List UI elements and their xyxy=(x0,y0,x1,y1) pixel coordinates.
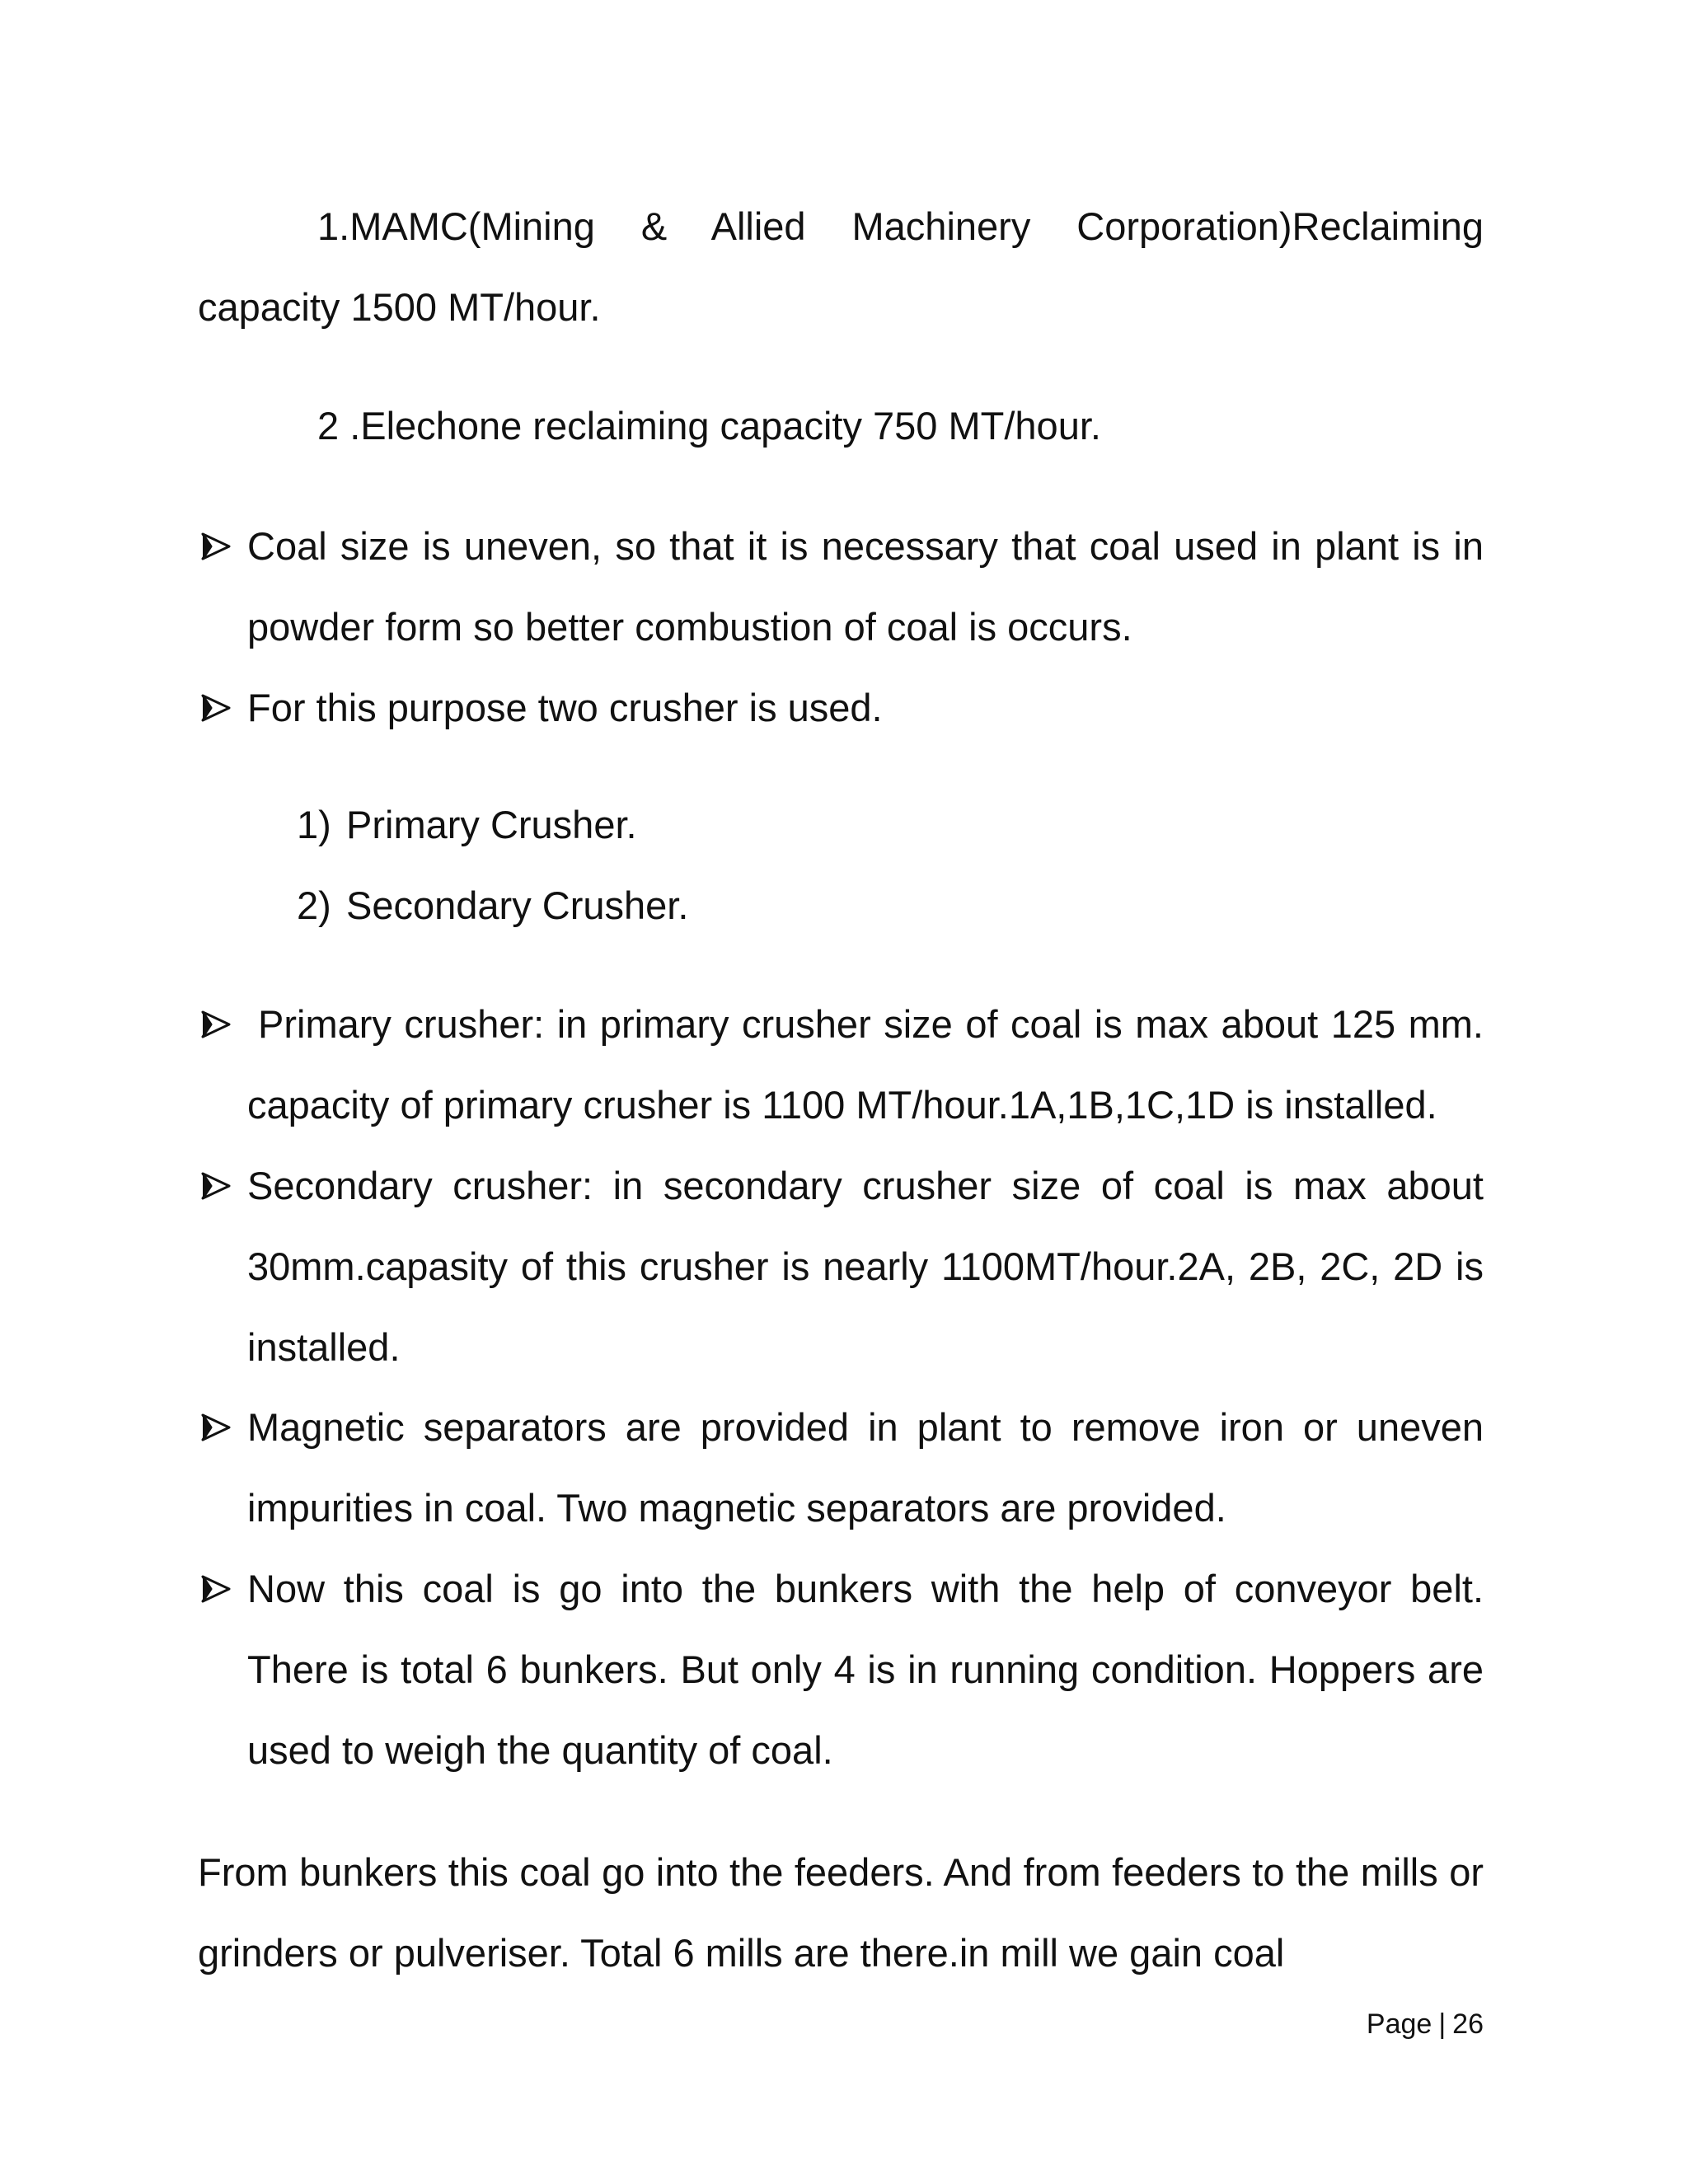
page-label: Page xyxy=(1366,2008,1432,2040)
arrow-bullet-icon xyxy=(198,668,239,748)
closing-paragraph: From bunkers this coal go into the feeders. And from feeders to the mills or grinders or pulveriser. Total 6 mills are there.in mill we gain coal xyxy=(198,1850,1484,1975)
bullet-item xyxy=(198,1387,1484,1549)
bullet-text: Primary crusher: in primary crusher size of coal is max about 125 mm. capacity of primary crusher is 1100 MT/hour.1A,1B,1C,1D is installed. xyxy=(247,1002,1484,1127)
arrow-bullet-icon xyxy=(198,506,239,587)
arrow-bullet-icon xyxy=(198,1549,239,1629)
arrow-bullet-icon xyxy=(198,984,239,1065)
bullet-text: Magnetic separators are provided in plant to remove iron or uneven impurities in coal. Two magnetic separators are provided. xyxy=(247,1405,1484,1530)
bullet-text: Coal size is uneven, so that it is necessary that coal used in plant is in powder form so better combustion of coal is occurs. xyxy=(247,524,1484,649)
bullet-text: Now this coal is go into the bunkers with the help of conveyor belt. There is total 6 bunkers. But only 4 is in running condition. Hoppers are used to weigh the quantity of coal. xyxy=(247,1567,1484,1772)
page-footer xyxy=(1319,2008,1484,2041)
bullet-item xyxy=(198,984,1484,1146)
arrow-bullet-icon xyxy=(198,1387,239,1468)
list-label: Secondary Crusher. xyxy=(346,883,689,927)
elechone-paragraph: 2 .Elechone reclaiming capacity 750 MT/hour. xyxy=(317,404,1101,448)
list-label: Primary Crusher. xyxy=(346,803,637,846)
footer-separator: | xyxy=(1438,2008,1447,2040)
bullet-item xyxy=(198,668,1484,748)
list-number: 1) xyxy=(297,803,331,846)
list-item xyxy=(297,785,688,865)
crusher-list xyxy=(297,785,688,946)
list-item xyxy=(297,865,688,946)
bullet-item xyxy=(198,506,1484,668)
page-number: 26 xyxy=(1452,2008,1484,2040)
bullet-text: Secondary crusher: in secondary crusher size of coal is max about 30mm.capasity of this crusher is nearly 1100MT/hour.2A, 2B, 2C, 2D is installed. xyxy=(247,1164,1484,1369)
arrow-bullet-icon xyxy=(198,1146,239,1226)
bullet-item xyxy=(198,1549,1484,1791)
bullet-item xyxy=(198,1146,1484,1388)
mamc-paragraph: 1.MAMC(Mining & Allied Machinery Corporation)Reclaiming capacity 1500 MT/hour. xyxy=(198,204,1484,329)
bullet-text: For this purpose two crusher is used. xyxy=(247,686,883,729)
list-number: 2) xyxy=(297,883,331,927)
